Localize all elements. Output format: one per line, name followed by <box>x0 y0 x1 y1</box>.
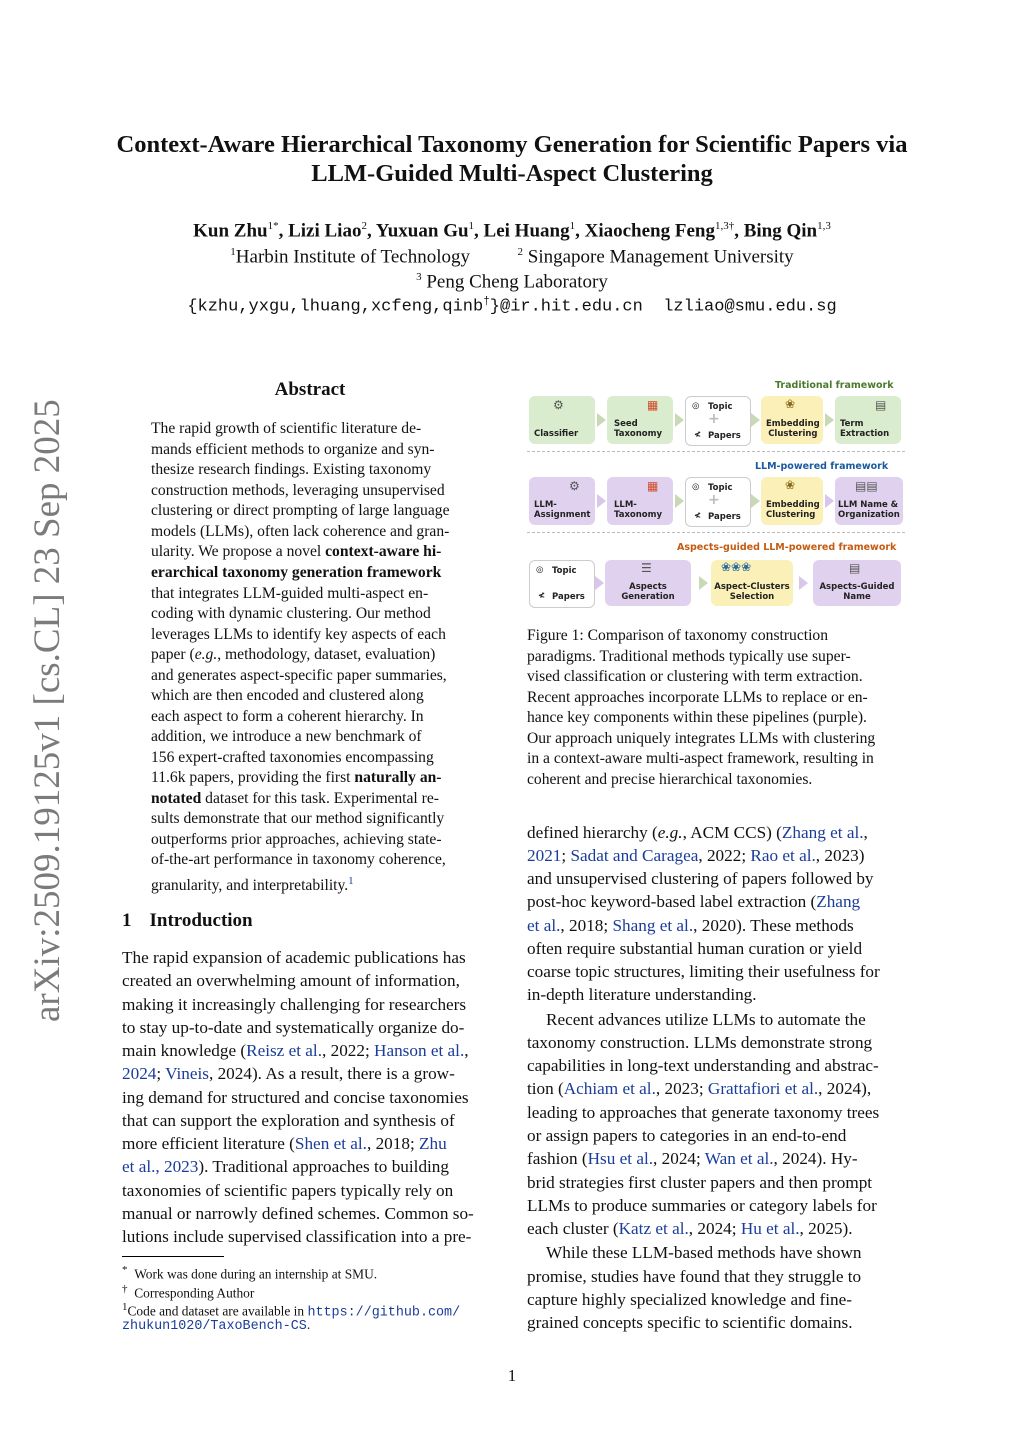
author-name: Yuxuan Gu <box>375 220 469 242</box>
citation-link[interactable]: et al. <box>527 916 561 935</box>
cluster-icon: ❀ <box>785 478 796 492</box>
abstract-bold: naturally an- <box>354 769 442 786</box>
abstract-line <box>151 871 469 897</box>
abstract-line <box>151 768 469 789</box>
body-text: ; <box>409 1134 420 1153</box>
caption-line: hance key components within these pipelines (purple). <box>527 709 867 726</box>
footnote-link[interactable]: 1 <box>348 875 354 887</box>
hierarchy-icon: ▦ <box>647 479 659 493</box>
abstract-text: 11.6k papers, providing the first <box>151 769 355 786</box>
footnote-text: Code and dataset are available in <box>127 1303 308 1319</box>
footnote-mark: 1 <box>122 1301 128 1313</box>
body-text: main knowledge ( <box>122 1041 247 1060</box>
caption-line: vised classification or clustering with term extraction. <box>527 668 863 685</box>
citation-link[interactable]: Shang et al. <box>612 916 694 935</box>
abstract-line: coding with dynamic clustering. Our method <box>151 605 431 622</box>
affiliation-smu: Singapore Management University <box>527 246 794 268</box>
title-line-1: Context-Aware Hierarchical Taxonomy Generation for Scientific Papers via <box>116 131 908 158</box>
author-name: Lizi Liao <box>288 220 362 242</box>
body-line: et al., 2018; Shang et al., 2020). These methods <box>527 916 854 935</box>
document-icon: ▤▤ <box>855 479 878 493</box>
email-sup: † <box>483 296 490 308</box>
abstract-title: Abstract <box>274 379 346 400</box>
author-affil-sup: 2 <box>361 220 367 232</box>
block-label: Seed Taxonomy <box>614 419 663 439</box>
body-line: making it increasingly challenging for researchers <box>122 995 467 1014</box>
input-label: Topic <box>708 483 733 493</box>
citation-link[interactable]: Grattafiori et al. <box>707 1079 819 1098</box>
body-line: The rapid expansion of academic publications has <box>122 948 466 967</box>
abstract-line <box>151 789 469 810</box>
citation-link[interactable]: Shen et al. <box>294 1134 367 1153</box>
divider <box>527 451 905 452</box>
arrow-icon <box>675 413 684 427</box>
term-extraction-block <box>835 396 901 444</box>
plus-icon: + <box>708 411 720 427</box>
block-label: Embedding Clustering <box>766 500 820 520</box>
cluster-icon: ❀ <box>785 397 796 411</box>
body-line: defined hierarchy (e.g., ACM CCS) (Zhang et al., <box>527 823 868 842</box>
arrow-icon <box>597 494 606 508</box>
input-label: Topic <box>708 402 733 412</box>
caption-line: Figure 1: Comparison of taxonomy construction <box>527 627 829 644</box>
caption-line: Recent approaches incorporate LLMs to replace or en- <box>527 689 868 706</box>
cluster-icon: ❀❀❀ <box>721 560 752 574</box>
arrow-icon <box>595 576 604 590</box>
section-title: Introduction <box>149 910 253 931</box>
topic-icon: ◎ <box>692 401 700 411</box>
body-line <box>122 1039 469 1062</box>
aspects-generation-block <box>605 560 691 606</box>
caption-line: paradigms. Traditional methods typically use super- <box>527 648 851 665</box>
email-hit-post: }@ir.hit.edu.cn <box>489 297 643 317</box>
document-icon: ▤ <box>849 561 861 575</box>
arrow-icon <box>675 494 684 508</box>
citation-link[interactable]: Hu et al. <box>740 1219 800 1238</box>
papers-icon: ≮ <box>538 591 546 601</box>
citation-link[interactable]: Reisz et al. <box>246 1041 322 1060</box>
label-llm-framework: LLM-powered framework <box>755 461 889 472</box>
author-affil-sup: 1,3† <box>714 220 735 232</box>
input-label: Papers <box>552 592 585 602</box>
body-line: and unsupervised clustering of papers followed by <box>527 869 874 888</box>
abstract-line: construction methods, leveraging unsupervised <box>151 482 445 499</box>
footnote-text: . <box>306 1317 311 1332</box>
list-icon: ☰ <box>641 561 652 575</box>
body-text: , 2022 <box>322 1041 365 1060</box>
llm-assignment-block <box>529 477 595 525</box>
arrow-icon <box>799 576 808 590</box>
label-aspects-framework: Aspects-guided LLM-powered framework <box>677 542 897 553</box>
seed-taxonomy-block <box>607 396 673 444</box>
footnote-text: Corresponding Author <box>134 1285 255 1301</box>
body-line: While these LLM-based methods have shown <box>546 1243 862 1262</box>
body-line: each cluster (Katz et al., 2024; Hu et al., 2025). <box>527 1219 853 1238</box>
body-line: or assign papers to categories in an end-to-end <box>527 1126 847 1145</box>
input-label: Papers <box>708 431 741 441</box>
llm-taxonomy-block <box>607 477 673 525</box>
document-icon: ▤ <box>875 398 887 412</box>
affiliations-line-2 <box>60 271 964 293</box>
affiliation-hit: Harbin Institute of Technology <box>235 246 470 268</box>
block-label: Aspects-Guided Name <box>819 582 895 602</box>
body-line: Recent advances utilize LLMs to automate the <box>546 1010 866 1029</box>
arrow-icon <box>825 413 834 427</box>
embedding-clustering-block <box>761 477 823 525</box>
body-line: fashion (Hsu et al., 2024; Wan et al., 2024). Hy- <box>527 1149 858 1168</box>
topic-icon: ◎ <box>536 565 544 575</box>
body-line: lutions include supervised classification into a pre- <box>122 1227 472 1246</box>
body-line: in-depth literature understanding. <box>527 985 757 1004</box>
repo-link[interactable]: https://github.com/ <box>307 1305 461 1321</box>
body-text: , 2024 <box>208 1064 252 1083</box>
citation-link[interactable]: Wan et al. <box>704 1149 774 1168</box>
abstract-line: sults demonstrate that our method significantly <box>151 810 445 827</box>
embedding-clustering-block <box>761 396 823 444</box>
body-text: ; <box>156 1064 166 1083</box>
abstract-line: which are then encoded and clustered along <box>151 687 424 704</box>
footnote-rule <box>122 1256 224 1257</box>
citation-link[interactable]: Hanson et al. <box>374 1041 465 1060</box>
abstract-line: addition, we introduce a new benchmark of <box>151 728 422 745</box>
body-line <box>122 1155 449 1178</box>
email-hit-pre: {kzhu,yxgu,lhuang,xcfeng,qinb <box>187 297 484 317</box>
affil-sup: 1 <box>230 246 236 258</box>
citation-link[interactable]: Katz et al. <box>618 1219 689 1238</box>
author-list: Kun Zhu$^{1*}$, Lizi Liao$^2$, Yuxuan Gu$^1$, Lei Huang$^1$, Xiaocheng Feng$^{1,3\dagger}$, Bing Qin$^{1,3}$ <box>193 220 831 242</box>
citation-link[interactable]: 2024 <box>122 1064 157 1083</box>
input-label: Topic <box>552 566 577 576</box>
abstract-bold: notated <box>151 790 202 807</box>
citation-link[interactable]: et al., 2023 <box>122 1157 199 1176</box>
abstract-text: granularity, and interpretability. <box>151 877 349 895</box>
abstract-line <box>151 645 469 666</box>
author-name: Bing Qin <box>743 220 818 242</box>
abstract-line: each aspect to form a coherent hierarchy. In <box>151 708 424 725</box>
body-line: LLMs to produce summaries or category labels for <box>527 1196 877 1215</box>
abstract-line: The rapid growth of scientific literature de- <box>151 420 422 437</box>
aspects-guided-name-block <box>813 560 901 606</box>
abstract-bold: context-aware hi- <box>325 543 442 560</box>
citation-link[interactable]: Hsu et al. <box>587 1149 654 1168</box>
arrow-icon <box>597 413 606 427</box>
author-name: Lei Huang <box>483 220 570 242</box>
author-affil-sup: 1,3 <box>817 220 831 232</box>
block-label: Aspect-Clusters Selection <box>714 582 790 602</box>
email-smu: lzliao@smu.edu.sg <box>663 297 837 317</box>
abstract-line: that integrates LLM-guided multi-aspect en- <box>151 585 429 602</box>
abstract-line: leverages LLMs to identify key aspects of each <box>151 626 446 643</box>
affil-sup: 3 <box>416 271 422 283</box>
abstract-text: paper ( <box>151 646 195 663</box>
body-line: capabilities in long-text understanding and abstrac- <box>527 1056 879 1075</box>
email-line <box>60 296 964 317</box>
body-text: more efficient literature ( <box>122 1134 295 1153</box>
topic-papers-input <box>529 560 595 608</box>
body-line: ing demand for structured and concise taxonomies <box>122 1088 469 1107</box>
body-text: ; <box>364 1041 375 1060</box>
topic-papers-input <box>685 396 751 446</box>
body-line: created an overwhelming amount of information, <box>122 971 460 990</box>
input-label: Papers <box>708 512 741 522</box>
abstract-line: clustering or direct prompting of large language <box>151 502 450 519</box>
classifier-block <box>529 396 595 444</box>
block-label: LLM- Taxonomy <box>614 500 663 520</box>
body-text: , 2018 <box>366 1134 410 1153</box>
abstract-italic: e.g. <box>194 646 218 663</box>
block-label: LLM- Assignment <box>534 500 591 520</box>
abstract-line: and generates aspect-specific paper summaries, <box>151 667 447 684</box>
section-heading-introduction <box>122 910 253 932</box>
aspect-clusters-selection-block <box>711 560 793 606</box>
block-label: Aspects Generation <box>621 582 675 602</box>
papers-icon: ≮ <box>694 511 702 521</box>
abstract-line: 156 expert-crafted taxonomies encompassing <box>151 749 434 766</box>
label-traditional-framework: Traditional framework <box>775 380 894 391</box>
body-line: taxonomies of scientific papers typically rely on <box>122 1181 454 1200</box>
body-line: capture highly specialized knowledge and fine- <box>527 1290 853 1309</box>
citation-link[interactable]: Achiam et al. <box>563 1079 656 1098</box>
body-line: grained concepts specific to scientific domains. <box>527 1313 853 1332</box>
citation-link[interactable]: Vineis <box>165 1064 209 1083</box>
divider <box>527 532 905 533</box>
arrow-icon <box>699 576 708 590</box>
affiliation-pcl: Peng Cheng Laboratory <box>426 271 608 293</box>
body-line: promise, studies have found that they struggle to <box>527 1267 862 1286</box>
abstract-text: ularity. We propose a novel <box>151 543 326 560</box>
footnote-mark: * <box>122 1264 128 1276</box>
hierarchy-icon: ▦ <box>647 398 659 412</box>
topic-icon: ◎ <box>692 482 700 492</box>
affiliations-line-1 <box>60 246 964 268</box>
abstract-line: outperforms prior approaches, achieving state- <box>151 831 442 848</box>
body-line: leading to approaches that generate taxonomy trees <box>527 1103 880 1122</box>
arrow-icon <box>751 494 760 508</box>
block-label: Embedding Clustering <box>766 419 820 439</box>
body-line: post-hoc keyword-based label extraction (Zhang <box>527 892 861 911</box>
author-affil-sup: 1 <box>468 220 475 232</box>
body-line <box>122 1062 455 1085</box>
author-name: Xiaocheng Feng <box>584 220 715 242</box>
papers-icon: ≮ <box>694 430 702 440</box>
page-number: 1 <box>507 1366 517 1385</box>
abstract-line: thesize research findings. Existing taxonomy <box>151 461 432 478</box>
caption-line: coherent and precise hierarchical taxonomies. <box>527 771 813 788</box>
figure-1-diagram <box>527 376 905 608</box>
caption-line: Our approach uniquely integrates LLMs with clustering <box>527 730 876 747</box>
tree-icon: ⚙ <box>553 398 564 412</box>
tree-icon: ⚙ <box>569 479 580 493</box>
footnote-mark: † <box>122 1283 128 1295</box>
citation-link[interactable]: Sadat and Caragea <box>570 846 699 865</box>
citation-link[interactable]: Zhang <box>816 892 861 911</box>
block-label: LLM Name & Organization <box>838 500 900 520</box>
citation-link[interactable]: Rao et al. <box>750 846 816 865</box>
title-line-2: LLM-Guided Multi-Aspect Clustering <box>311 160 713 187</box>
body-line: 2021; Sadat and Caragea, 2022; Rao et al., 2023) <box>527 846 865 865</box>
body-line <box>122 1132 447 1155</box>
abstract-text: dataset for this task. Experimental re- <box>201 790 439 807</box>
llm-name-organization-block <box>835 477 903 525</box>
arrow-icon <box>751 413 760 427</box>
body-line: that can support the exploration and synthesis of <box>122 1111 455 1130</box>
body-text: ). As a result, there is a grow- <box>251 1064 455 1083</box>
paper-title <box>80 130 944 188</box>
body-text: , <box>464 1041 469 1060</box>
caption-line: in a context-aware multi-aspect framework, resulting in <box>527 750 874 767</box>
body-text: ). Traditional approaches to building <box>198 1157 449 1176</box>
author-affil-sup: 1* <box>267 220 279 232</box>
author-affil-sup: 1 <box>569 220 576 232</box>
abstract-text: , methodology, dataset, evaluation) <box>217 646 436 663</box>
arxiv-stamp: arXiv:2509.19125v1 [cs.CL] 23 Sep 2025 <box>27 399 68 1022</box>
body-line: tion (Achiam et al., 2023; Grattafiori et al., 2024), <box>527 1079 872 1098</box>
abstract-line: erarchical taxonomy generation framework <box>151 564 442 581</box>
citation-link[interactable]: Zhu <box>419 1134 447 1153</box>
repo-link[interactable]: zhukun1020/TaxoBench-CS <box>122 1319 307 1334</box>
footnote <box>122 1316 310 1336</box>
body-line: coarse topic structures, limiting their usefulness for <box>527 962 880 981</box>
arrow-icon <box>825 494 834 508</box>
block-label: Classifier <box>534 429 579 439</box>
affil-sup: 2 <box>517 246 523 258</box>
plus-icon: + <box>708 492 720 508</box>
citation-link[interactable]: Zhang et al. <box>781 823 864 842</box>
abstract-line <box>151 542 469 563</box>
body-line: often require substantial human curation or yield <box>527 939 863 958</box>
footnote-text: Work was done during an internship at SMU. <box>134 1266 378 1282</box>
citation-link[interactable]: 2021 <box>527 846 562 865</box>
author-name: Kun Zhu <box>193 220 268 242</box>
body-line: manual or narrowly defined schemes. Common so- <box>122 1204 474 1223</box>
block-label: Term Extraction <box>840 419 890 439</box>
abstract-line: mands efficient methods to organize and syn- <box>151 441 435 458</box>
topic-papers-input <box>685 477 751 527</box>
body-line: to stay up-to-date and systematically organize do- <box>122 1018 465 1037</box>
section-number: 1 <box>122 910 132 931</box>
abstract-line: of-the-art performance in taxonomy coherence, <box>151 851 446 868</box>
abstract-line: models (LLMs), often lack coherence and gran- <box>151 523 450 540</box>
body-line: taxonomy construction. LLMs demonstrate strong <box>527 1033 873 1052</box>
body-line: brid strategies first cluster papers and then prompt <box>527 1173 873 1192</box>
